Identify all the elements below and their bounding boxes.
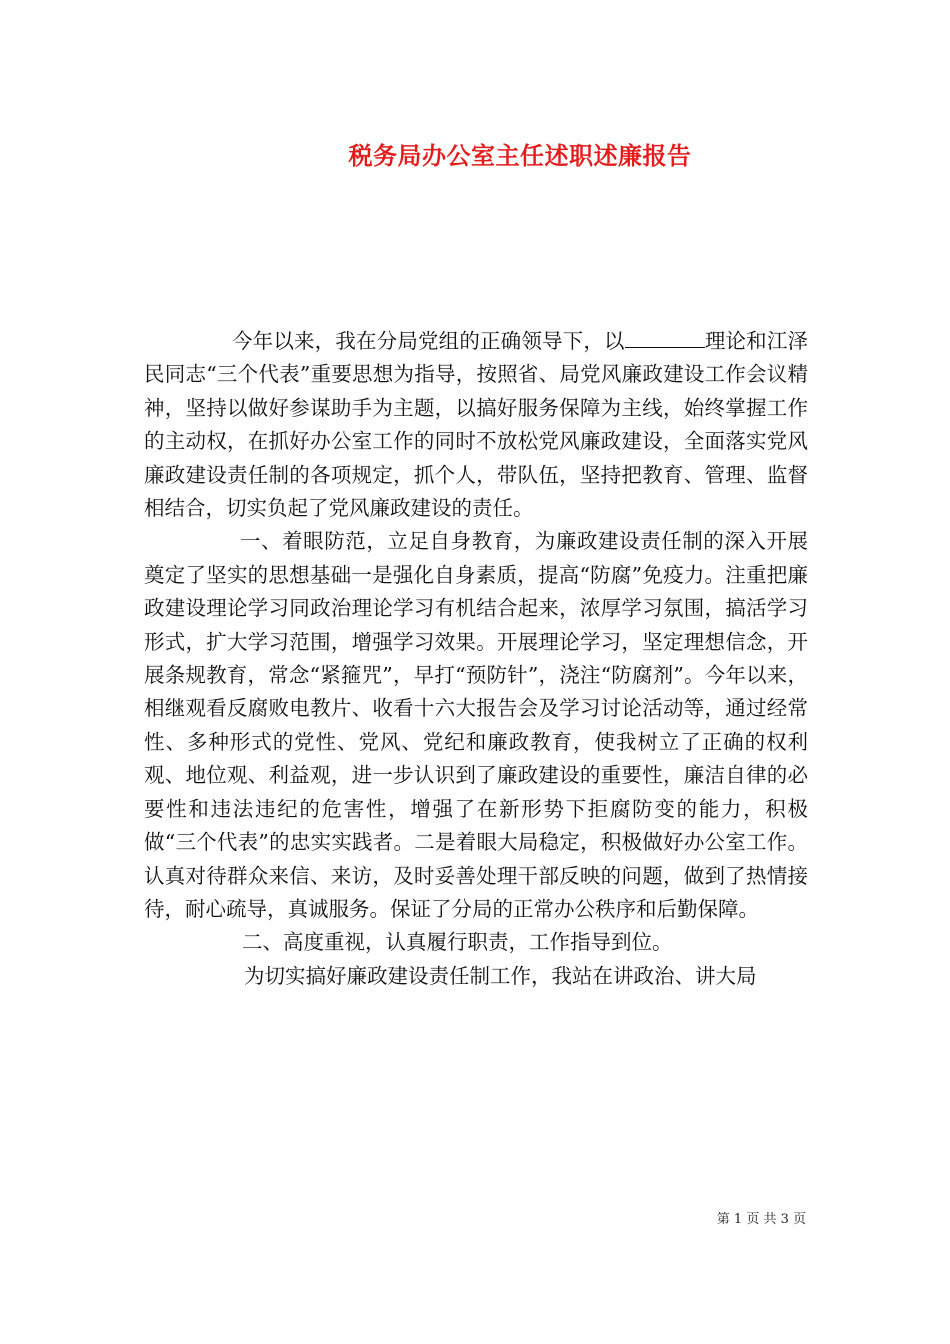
document-title: 税务局办公室主任述职述廉报告 <box>348 141 692 170</box>
paragraph-4: 为切实搞好廉政建设责任制工作，我站在讲政治、讲大局 <box>244 963 757 988</box>
paragraph-1-after-blank: 理论和江泽民同志“三个代表”重要思想为指导，按照省、局党风廉政建设工作会议精神，坚持以做好参谋助手为主题，以搞好服务保障为主线，始终掌握工作的主动权，在抓好办公室工作的同时不放松党风廉政建设，全面落实党风廉政建设责任制的各项规定，抓个人，带队伍，坚持把教育、管理、监督相结合，切实负起了党风廉政建设的责任。 <box>144 329 809 521</box>
paragraph-1 <box>144 325 808 525</box>
fill-in-blank <box>625 327 705 348</box>
paragraph-3: 二、高度重视，认真履行职责，工作指导到位。 <box>242 930 673 955</box>
document-body <box>144 325 808 993</box>
page-number: 第 1 页 共 3 页 <box>716 1212 806 1227</box>
paragraph-2: 一、着眼防范，立足自身教育，为廉政建设责任制的深入开展奠定了坚实的思想基础一是强化自身素质，提高“防腐”免疫力。注重把廉政建设理论学习同政治理论学习有机结合起来，浓厚学习氛围，搞活学习形式，扩大学习范围，增强学习效果。开展理论学习，坚定理想信念，开展条规教育，常念“紧箍咒”，早打“预防针”，浇注“防腐剂”。今年以来，相继观看反腐败电教片、收看十六大报告会及学习讨论活动等，通过经常性、多种形式的党性、党风、党纪和廉政教育，使我树立了正确的权利观、地位观、利益观，进一步认识到了廉政建设的重要性，廉洁自律的必要性和违法违纪的危害性，增强了在新形势下拒腐防变的能力，积极做“三个代表”的忠实实践者。二是着眼大局稳定，积极做好办公室工作。认真对待群众来信、来访，及时妥善处理干部反映的问题，做到了热情接待，耐心疏导，真诚服务。保证了分局的正常办公秩序和后勤保障。 <box>144 529 808 921</box>
paragraph-1-before-blank: 今年以来，我在分局党组的正确领导下，以 <box>232 329 625 353</box>
